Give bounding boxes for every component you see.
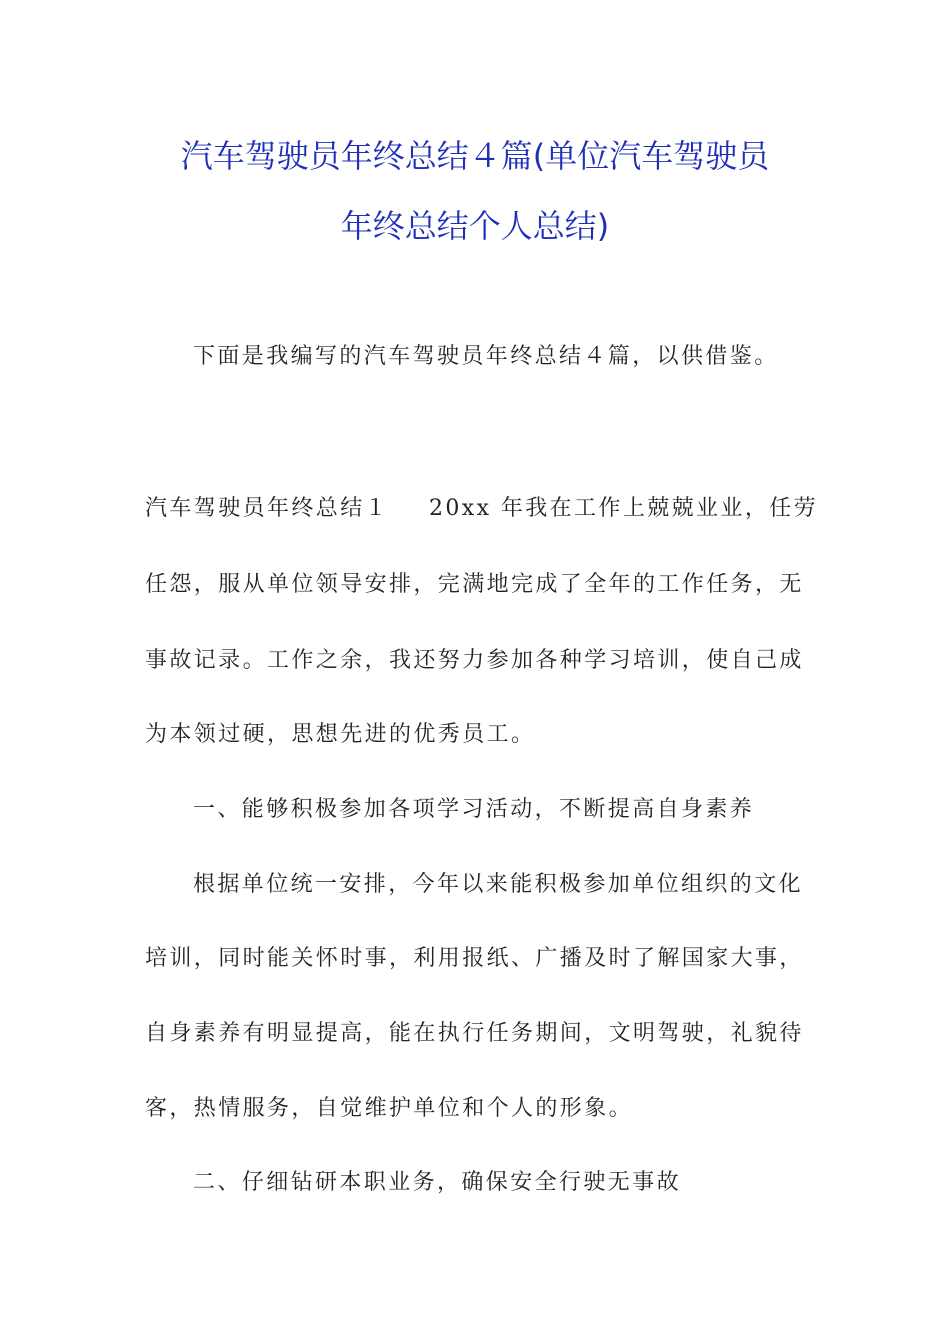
subheading-2: 二、仔细钻研本职业务，确保安全行驶无事故 <box>193 1170 682 1195</box>
paragraph-2-line-2: 培训，同时能关怀时事，利用报纸、广播及时了解国家大事， <box>145 946 804 971</box>
document-title-line-2: 年终总结个人总结) <box>340 207 610 245</box>
paragraph-2-line-3: 自身素养有明显提高，能在执行任务期间，文明驾驶，礼貌待 <box>145 1021 804 1046</box>
document-title-line-1: 汽车驾驶员年终总结４篇(单位汽车驾驶员 <box>180 137 770 175</box>
section-1-text-start: 20xx 年我在工作上兢兢业业，任劳 <box>429 496 819 521</box>
section-1-heading: 汽车驾驶员年终总结１ <box>145 496 390 521</box>
paragraph-1-line-3: 事故记录。工作之余，我还努力参加各种学习培训，使自己成 <box>145 648 804 673</box>
paragraph-1-line-2: 任怨，服从单位领导安排，完满地完成了全年的工作任务，无 <box>145 572 804 597</box>
section-1-first-line <box>145 494 819 524</box>
subheading-1: 一、能够积极参加各项学习活动，不断提高自身素养 <box>193 797 755 822</box>
paragraph-2-line-1: 根据单位统一安排，今年以来能积极参加单位组织的文化 <box>193 872 804 897</box>
paragraph-2-line-4: 客，热情服务，自觉维护单位和个人的形象。 <box>145 1096 634 1121</box>
paragraph-1-line-4: 为本领过硬，思想先进的优秀员工。 <box>145 722 536 747</box>
intro-paragraph: 下面是我编写的汽车驾驶员年终总结４篇，以供借鉴。 <box>193 344 779 369</box>
